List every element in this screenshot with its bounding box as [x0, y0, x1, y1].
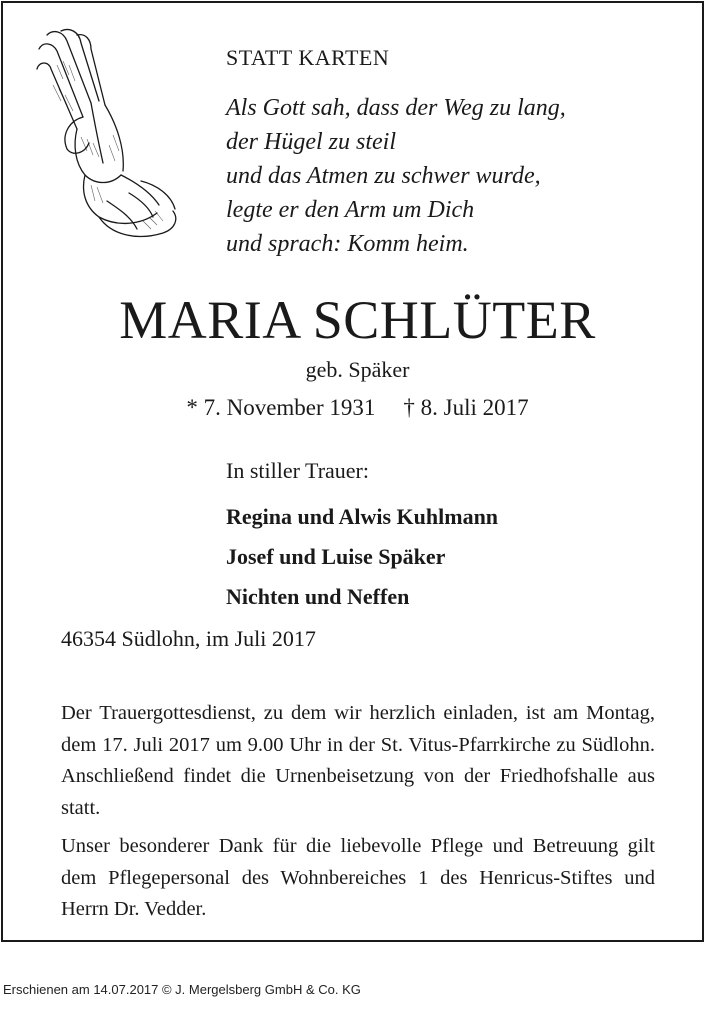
- poem: [226, 91, 566, 261]
- publication-footer: Erschienen am 14.07.2017 © J. Mergelsberg GmbH & Co. KG: [3, 982, 361, 997]
- thanks-paragraph: Unser besonderer Dank für die liebevolle Pflege und Betreuung gilt dem Pflegepersonal des Wohnbereiches 1 des Henricus-Stiftes und Herrn Dr. Vedder.: [61, 835, 655, 920]
- mourners-list: [226, 497, 498, 617]
- birth-date: * 7. November 1931: [186, 395, 376, 420]
- deceased-name: MARIA SCHLÜTER: [119, 290, 596, 350]
- maiden-name: geb. Späker: [305, 357, 410, 382]
- life-dates: [3, 395, 709, 421]
- poem-line: der Hügel zu steil: [226, 129, 396, 155]
- poem-line: und sprach: Komm heim.: [226, 231, 469, 257]
- poem-line: und das Atmen zu schwer wurde,: [226, 163, 541, 189]
- mourning-label: In stiller Trauer:: [226, 458, 369, 483]
- poem-line: legte er den Arm um Dich: [226, 197, 475, 223]
- statt-karten-heading: STATT KARTEN: [226, 45, 390, 70]
- praying-hands-icon: [33, 25, 183, 245]
- poem-line: Als Gott sah, dass der Weg zu lang,: [226, 95, 566, 121]
- service-paragraph: Der Trauergottesdienst, zu dem wir herzlich einladen, ist am Montag, dem 17. Juli 2017 um 9.00 Uhr in der St. Vitus-Pfarrkirche zu Südlohn. Anschließend findet die Urnenbeisetzung von der Friedhofshalle aus statt.: [61, 702, 655, 819]
- mourner-name: Regina und Alwis Kuhlmann: [226, 504, 499, 529]
- place-date: 46354 Südlohn, im Juli 2017: [61, 626, 316, 651]
- mourner-name: Nichten und Neffen: [226, 584, 410, 609]
- mourner-name: Josef und Luise Späker: [226, 544, 446, 569]
- obituary-frame: [1, 1, 704, 942]
- death-date: † 8. Juli 2017: [403, 395, 529, 420]
